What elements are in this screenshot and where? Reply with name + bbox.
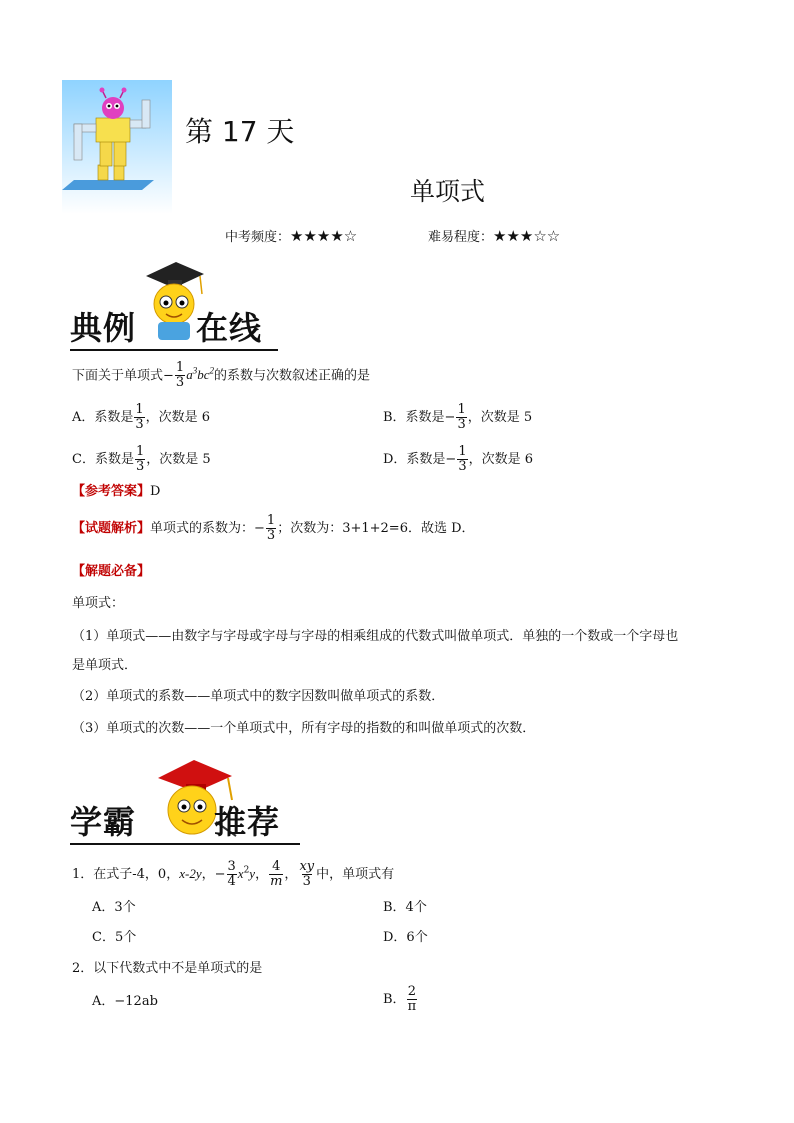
question-1: 1．在式子-4，0，x-2y，− $\frac{3}{4}$ $x^2y$， $\frac{4}{m}$ ， $\frac{xy}{3}$ 中，单项式有 bbox=[72, 859, 395, 889]
point-3: （3）单项式的次数——一个单项式中，所有字母的指数的和叫做单项式的次数． bbox=[72, 721, 536, 736]
must-know-head: 单项式： bbox=[72, 596, 125, 611]
fraction: $\frac{1}{3}$ bbox=[175, 360, 185, 391]
frequency-rating bbox=[225, 226, 357, 245]
example-question bbox=[72, 361, 370, 390]
option-d[interactable]: D．系数是− $\frac{1}{3}$ ，次数是 6 bbox=[383, 444, 534, 474]
point-2: （2）单项式的系数——单项式中的数字因数叫做单项式的系数． bbox=[72, 689, 445, 704]
heading2-right: 推荐 bbox=[214, 803, 281, 841]
reference-answer bbox=[72, 482, 160, 502]
heading2-left: 学霸 bbox=[70, 803, 137, 841]
heading-left: 典例 bbox=[70, 309, 137, 347]
analysis: 【试题解析】单项式的系数为：− $\frac{1}{3}$ ；次数为：3+1+2=6．故选 D． bbox=[72, 513, 475, 543]
topic-title: 单项式 bbox=[410, 177, 486, 206]
must-know-label: 【解题必备】 bbox=[72, 564, 151, 579]
option-c[interactable]: C．系数是 $\frac{1}{3}$ ，次数是 5 bbox=[72, 444, 211, 474]
q1-option-a[interactable]: A．3个 bbox=[92, 900, 136, 915]
diff-label: 难易程度： bbox=[428, 230, 494, 245]
q2-option-a[interactable]: A．−12ab bbox=[92, 994, 158, 1009]
monomial-expression: $a^3bc^2$ bbox=[186, 366, 214, 383]
point-1: （1）单项式——由数字与字母或字母与字母的相乘组成的代数式叫做单项式．单独的一个数或一个字母也 bbox=[72, 629, 679, 644]
section-heading-recommend bbox=[70, 797, 300, 845]
section-heading-examples bbox=[70, 303, 278, 351]
point-1-cont: 是单项式． bbox=[72, 658, 138, 673]
analysis-label: 【试题解析】 bbox=[72, 521, 151, 536]
q1-option-d[interactable]: D．6个 bbox=[383, 930, 428, 945]
expr-x-2y: x-2y bbox=[179, 866, 202, 881]
question-2: 2．以下代数式中不是单项式的是 bbox=[72, 961, 263, 976]
q1-option-b[interactable]: B．4个 bbox=[383, 900, 427, 915]
answer-value: D bbox=[150, 484, 161, 499]
option-a[interactable]: A．系数是 $\frac{1}{3}$ ，次数是 6 bbox=[72, 402, 211, 432]
answer-label: 【参考答案】 bbox=[72, 484, 151, 499]
robot-illustration bbox=[62, 80, 172, 214]
q1-option-c[interactable]: C．5个 bbox=[92, 930, 137, 945]
question-tail: 的系数与次数叙述正确的是 bbox=[213, 368, 370, 384]
heading-right: 在线 bbox=[196, 309, 263, 347]
question-text: 下面关于单项式− bbox=[72, 368, 174, 384]
day-title: 第 17 天 bbox=[185, 115, 295, 148]
diff-stars-icon: ★★★☆☆ bbox=[493, 227, 561, 245]
freq-label: 中考频度： bbox=[225, 230, 291, 245]
difficulty-rating bbox=[428, 226, 560, 245]
q2-option-b[interactable]: B． $\frac{2}{\pi}$ bbox=[383, 984, 417, 1014]
freq-stars-icon: ★★★★☆ bbox=[290, 227, 358, 245]
option-b[interactable]: B．系数是− $\frac{1}{3}$ ，次数是 5 bbox=[383, 402, 533, 432]
